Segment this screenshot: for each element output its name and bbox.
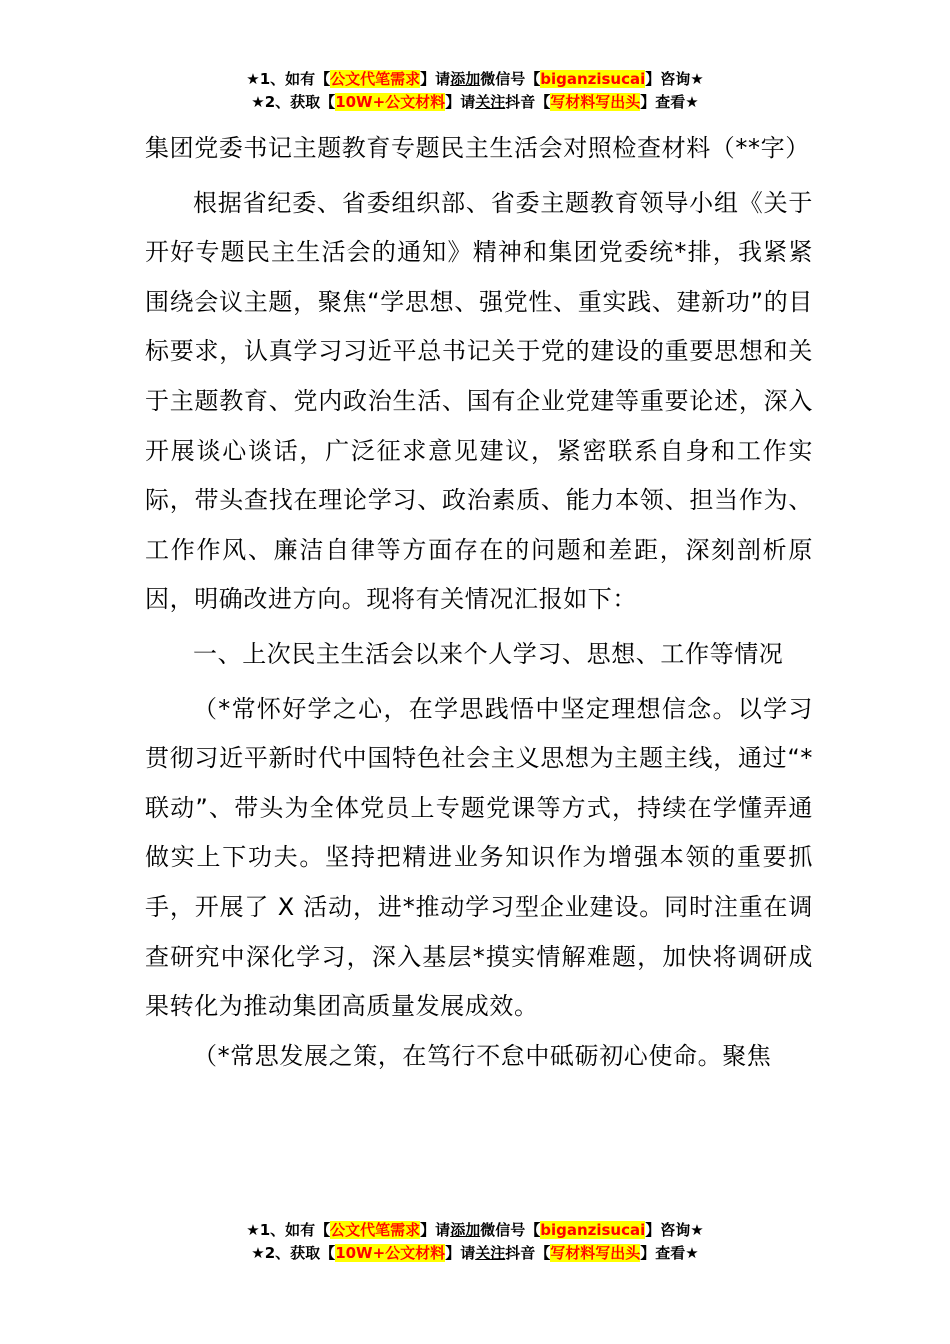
- banner-highlight: 写材料写出头: [550, 1244, 641, 1262]
- banner-highlight: biganzisucai: [540, 70, 646, 88]
- paragraph: （*常怀好学之心，在学思践悟中坚定理想信念。以学习贯彻习近平新时代中国特色社会主义思想为主题主线，通过“*联动”、带头为全体党员上专题党课等方式，持续在学懂弄通做实上下功夫。坚持把精进业务知识作为增强本领的重要抓手，开展了 X 活动，进*推动学习型企业建设。同时注重在调查研究中深化学习，深入基层*摸实情解难题，加快将调研成果转化为推动集团高质量发展成效。: [145, 694, 813, 1021]
- banner-line-2: ★2、获取【10W+公文材料】请关注抖音【写材料写出头】查看★: [251, 1244, 699, 1262]
- banner-highlight: 写材料写出头: [550, 93, 641, 111]
- section-heading: 一、上次民主生活会以来个人学习、思想、工作等情况: [193, 639, 784, 668]
- banner-highlight: 10W+公文材料: [335, 1244, 446, 1262]
- banner-line-1: ★1、如有【公文代笔需求】请添加微信号【biganzisucai】咨询★: [246, 70, 704, 88]
- banner-highlight: biganzisucai: [540, 1221, 646, 1239]
- document-title: 集团党委书记主题教育专题民主生活会对照检查材料（**字）: [145, 134, 810, 162]
- banner-line-1: ★1、如有【公文代笔需求】请添加微信号【biganzisucai】咨询★: [246, 1221, 704, 1239]
- document-body: [145, 124, 813, 1081]
- banner-highlight: 10W+公文材料: [335, 93, 446, 111]
- header-banner: [0, 68, 950, 114]
- footer-banner: [0, 1219, 950, 1265]
- banner-line-2: ★2、获取【10W+公文材料】请关注抖音【写材料写出头】查看★: [251, 93, 699, 111]
- paragraph: 根据省纪委、省委组织部、省委主题教育领导小组《关于开好专题民主生活会的通知》精神和集团党委统*排，我紧紧围绕会议主题，聚焦“学思想、强党性、重实践、建新功”的目标要求，认真学习习近平总书记关于党的建设的重要思想和关于主题教育、党内政治生活、国有企业党建等重要论述，深入开展谈心谈话，广泛征求意见建议，紧密联系自身和工作实际，带头查找在理论学习、政治素质、能力本领、担当作为、工作作风、廉洁自律等方面存在的问题和差距，深刻剖析原因，明确改进方向。现将有关情况汇报如下：: [145, 188, 813, 614]
- banner-highlight: 公文代笔需求: [330, 70, 421, 88]
- paragraph: （*常思发展之策，在笃行不怠中砥砺初心使命。聚焦: [193, 1041, 772, 1070]
- banner-highlight: 公文代笔需求: [330, 1221, 421, 1239]
